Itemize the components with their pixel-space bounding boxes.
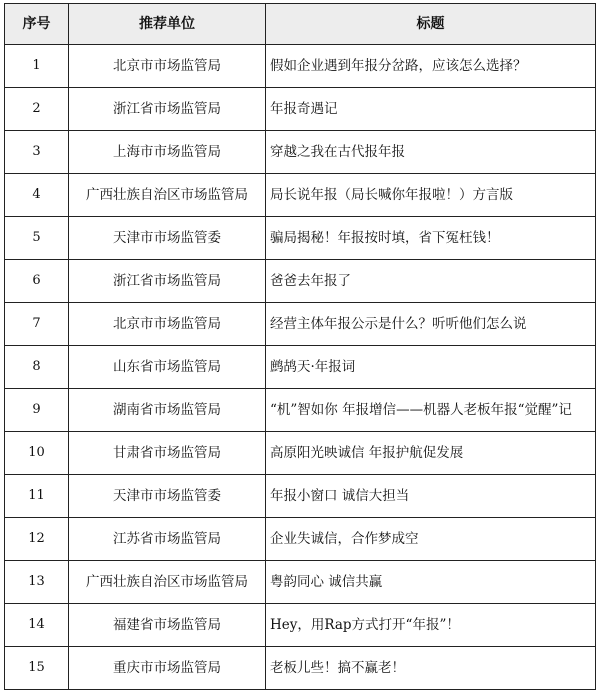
row-title: 老板儿些！搞不赢老！ <box>266 647 596 690</box>
table-row <box>5 45 596 88</box>
table-row <box>5 131 596 174</box>
row-number: 6 <box>5 260 69 303</box>
row-number: 4 <box>5 174 69 217</box>
table-row <box>5 217 596 260</box>
table-row <box>5 518 596 561</box>
row-number: 12 <box>5 518 69 561</box>
table-header-row <box>5 4 596 45</box>
row-title: 年报小窗口 诚信大担当 <box>266 475 596 518</box>
table-row <box>5 604 596 647</box>
row-title: 经营主体年报公示是什么？听听他们怎么说 <box>266 303 596 346</box>
table-row <box>5 389 596 432</box>
row-number: 13 <box>5 561 69 604</box>
row-unit: 广西壮族自治区市场监管局 <box>69 174 266 217</box>
table-row <box>5 561 596 604</box>
row-unit: 江苏省市场监管局 <box>69 518 266 561</box>
row-number: 9 <box>5 389 69 432</box>
row-unit: 广西壮族自治区市场监管局 <box>69 561 266 604</box>
row-unit: 天津市市场监管委 <box>69 475 266 518</box>
table-row <box>5 174 596 217</box>
row-title: 骗局揭秘！年报按时填，省下冤枉钱！ <box>266 217 596 260</box>
row-unit: 山东省市场监管局 <box>69 346 266 389</box>
row-title: “机”智如你 年报增信——机器人老板年报“觉醒”记 <box>266 389 596 432</box>
table-row <box>5 260 596 303</box>
row-unit: 浙江省市场监管局 <box>69 260 266 303</box>
row-title: 鹧鸪天·年报词 <box>266 346 596 389</box>
table-row <box>5 303 596 346</box>
row-number: 10 <box>5 432 69 475</box>
row-title: Hey，用Rap方式打开“年报”！ <box>266 604 596 647</box>
table-row <box>5 432 596 475</box>
row-unit: 福建省市场监管局 <box>69 604 266 647</box>
row-unit: 北京市市场监管局 <box>69 303 266 346</box>
row-number: 8 <box>5 346 69 389</box>
row-number: 5 <box>5 217 69 260</box>
row-unit: 重庆市市场监管局 <box>69 647 266 690</box>
header-title: 标题 <box>266 4 596 45</box>
row-unit: 浙江省市场监管局 <box>69 88 266 131</box>
row-title: 假如企业遇到年报分岔路，应该怎么选择？ <box>266 45 596 88</box>
row-number: 3 <box>5 131 69 174</box>
recommendation-table <box>4 3 596 690</box>
row-unit: 上海市市场监管局 <box>69 131 266 174</box>
row-number: 7 <box>5 303 69 346</box>
table-row <box>5 346 596 389</box>
row-unit: 甘肃省市场监管局 <box>69 432 266 475</box>
table-row <box>5 647 596 690</box>
row-unit: 天津市市场监管委 <box>69 217 266 260</box>
row-title: 爸爸去年报了 <box>266 260 596 303</box>
row-unit: 湖南省市场监管局 <box>69 389 266 432</box>
table-row <box>5 475 596 518</box>
row-title: 高原阳光映诚信 年报护航促发展 <box>266 432 596 475</box>
row-number: 1 <box>5 45 69 88</box>
row-number: 15 <box>5 647 69 690</box>
row-number: 14 <box>5 604 69 647</box>
row-number: 11 <box>5 475 69 518</box>
row-title: 粤韵同心 诚信共赢 <box>266 561 596 604</box>
row-title: 年报奇遇记 <box>266 88 596 131</box>
row-number: 2 <box>5 88 69 131</box>
row-title: 企业失诚信，合作梦成空 <box>266 518 596 561</box>
row-unit: 北京市市场监管局 <box>69 45 266 88</box>
header-unit: 推荐单位 <box>69 4 266 45</box>
row-title: 穿越之我在古代报年报 <box>266 131 596 174</box>
row-title: 局长说年报（局长喊你年报啦！）方言版 <box>266 174 596 217</box>
header-no: 序号 <box>5 4 69 45</box>
table-row <box>5 88 596 131</box>
